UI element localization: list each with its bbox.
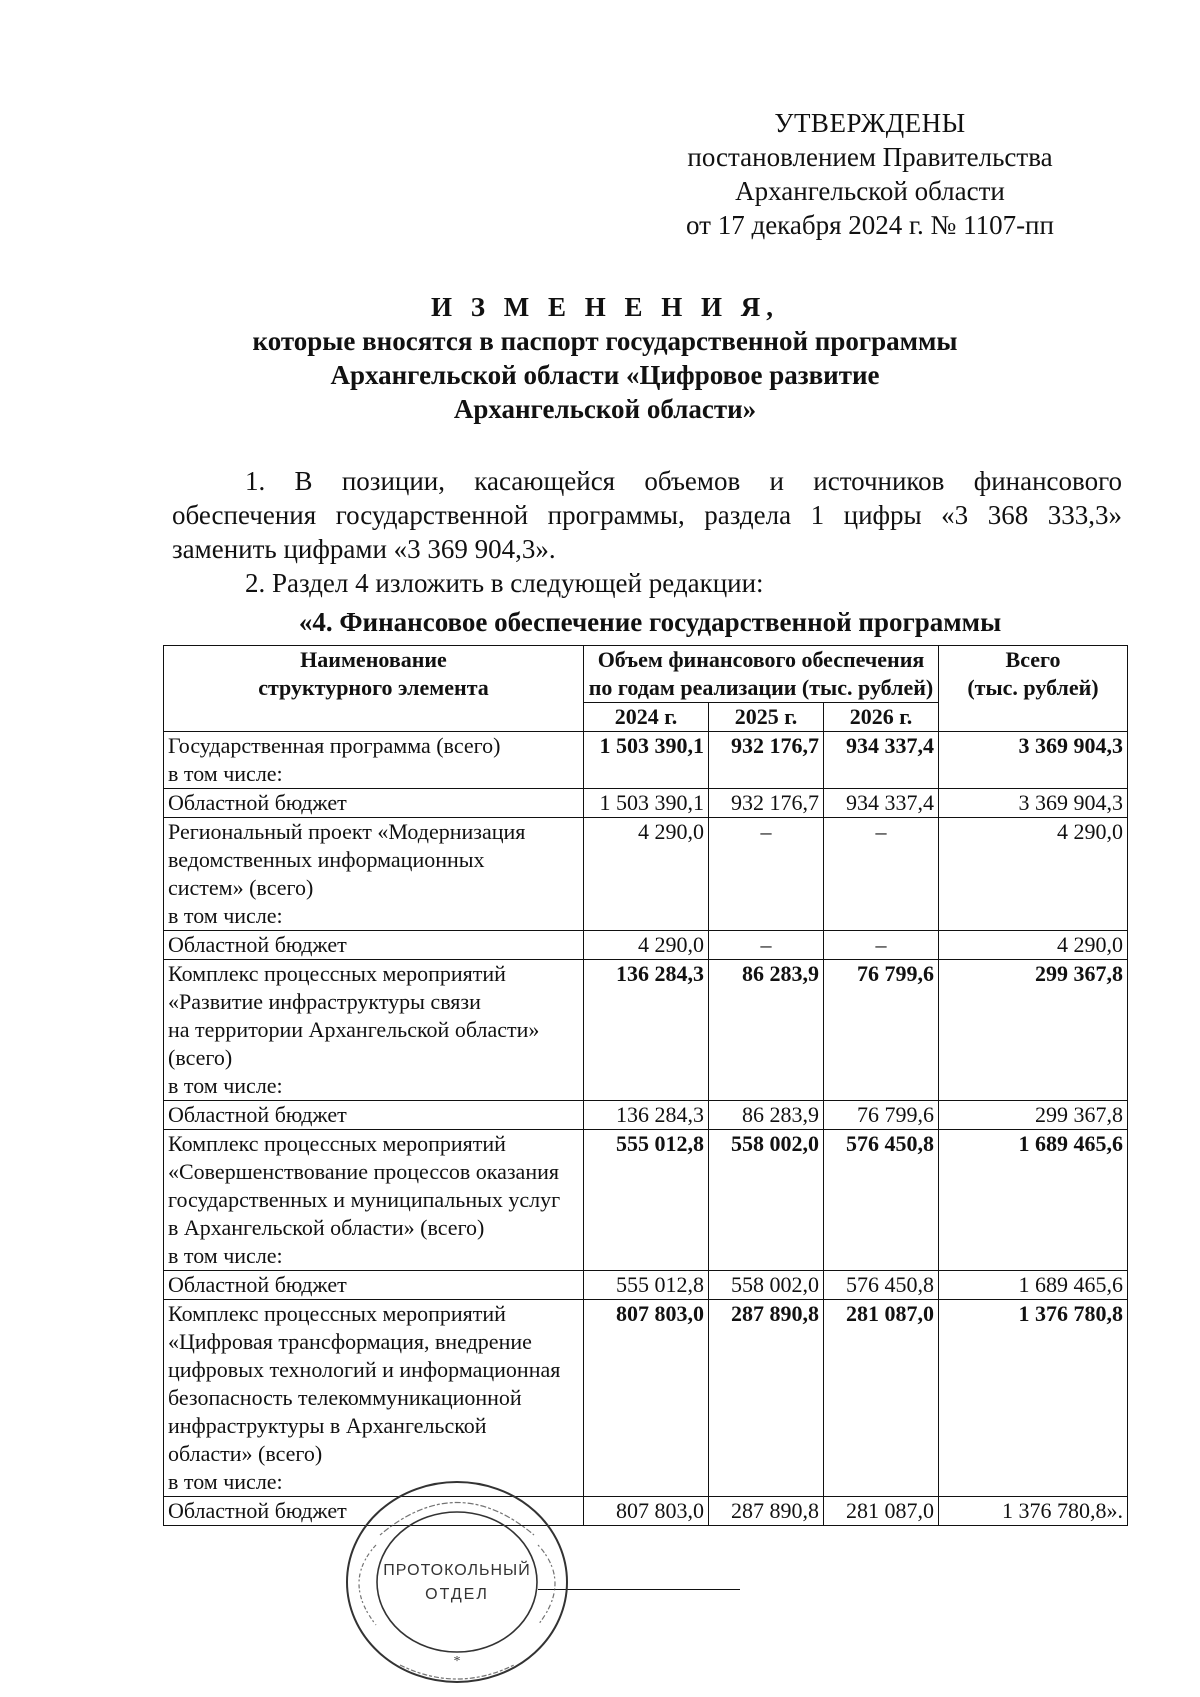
header-volume-line-1: Объем финансового обеспечения [597, 647, 925, 672]
approval-title: УТВЕРЖДЕНЫ [774, 108, 966, 138]
cell-total: 1 376 780,8». [939, 1497, 1128, 1526]
heading-line-3: Архангельской области» [453, 394, 757, 424]
cell-v2025: 86 283,9 [709, 960, 824, 1101]
row-name [164, 818, 584, 931]
cell-total: 3 369 904,3 [939, 732, 1128, 789]
cell-total: 4 290,0 [939, 931, 1128, 960]
cell-total: 3 369 904,3 [939, 789, 1128, 818]
approval-line-3: от 17 декабря 2024 г. № 1107-пп [686, 210, 1054, 240]
row-name-line: Комплекс процессных мероприятий [168, 1301, 506, 1326]
cell-v2024: 1 503 390,1 [584, 789, 709, 818]
row-name-line: Комплекс процессных мероприятий [168, 1131, 506, 1156]
cell-total: 299 367,8 [939, 1101, 1128, 1130]
cell-v2024: 136 284,3 [584, 960, 709, 1101]
cell-v2025: – [709, 931, 824, 960]
row-name-line: в том числе: [168, 1469, 283, 1494]
cell-v2026: 934 337,4 [824, 789, 939, 818]
cell-v2025: 932 176,7 [709, 789, 824, 818]
row-name [164, 732, 584, 789]
row-name-line: на территории Архангельской области» [168, 1017, 540, 1042]
row-name-line: цифровых технологий и информационная [168, 1357, 561, 1382]
paragraph-1-line-1: 1. В позиции, касающейся объемов и источников финансового [245, 466, 1122, 496]
row-name-line: инфраструктуры в Архангельской [168, 1413, 487, 1438]
header-year-2024: 2024 г. [584, 703, 709, 732]
row-name-line: в том числе: [168, 903, 283, 928]
table-row [164, 1130, 1128, 1271]
row-name [164, 789, 584, 818]
row-name [164, 931, 584, 960]
cell-total: 1 376 780,8 [939, 1300, 1128, 1497]
row-name [164, 1300, 584, 1497]
paragraph-1-line-2: обеспечения государственной программы, раздела 1 цифры «3 368 333,3» [172, 500, 1122, 530]
approval-block [660, 106, 1080, 242]
header-volume [584, 646, 939, 703]
cell-v2024: 4 290,0 [584, 931, 709, 960]
cell-v2026: 281 087,0 [824, 1300, 939, 1497]
cell-v2026: 576 450,8 [824, 1271, 939, 1300]
stamp-star-icon: * [453, 1654, 461, 1669]
row-name-line: Региональный проект «Модернизация [168, 819, 526, 844]
approval-line-2: Архангельской области [735, 176, 1005, 206]
row-name-line: Областной бюджет [168, 932, 347, 957]
header-name-line-1: Наименование [300, 647, 447, 672]
row-name [164, 960, 584, 1101]
row-name-line: Государственная программа (всего) [168, 733, 501, 758]
cell-v2025: 932 176,7 [709, 732, 824, 789]
row-name-line: «Развитие инфраструктуры связи [168, 989, 481, 1014]
cell-v2024: 807 803,0 [584, 1300, 709, 1497]
cell-v2024: 136 284,3 [584, 1101, 709, 1130]
cell-v2026: 76 799,6 [824, 960, 939, 1101]
heading-line-1: которые вносятся в паспорт государственной программы [252, 326, 958, 356]
row-name-line: в том числе: [168, 1243, 283, 1268]
cell-v2025: 287 890,8 [709, 1497, 824, 1526]
cell-v2024: 555 012,8 [584, 1130, 709, 1271]
heading-title: И З М Е Н Е Н И Я, [430, 292, 779, 322]
header-name [164, 646, 584, 732]
stamp-seal [340, 1475, 575, 1690]
table-row [164, 931, 1128, 960]
row-name [164, 1271, 584, 1300]
approval-line-1: постановлением Правительства [687, 142, 1053, 172]
row-name-line: (всего) [168, 1045, 233, 1070]
row-name-line: в том числе: [168, 761, 283, 786]
cell-total: 1 689 465,6 [939, 1271, 1128, 1300]
table-row [164, 1497, 1128, 1526]
table-row [164, 732, 1128, 789]
row-name-line: Областной бюджет [168, 790, 347, 815]
cell-v2026: – [824, 818, 939, 931]
cell-v2024: 555 012,8 [584, 1271, 709, 1300]
row-name-line: «Совершенствование процессов оказания [168, 1159, 559, 1184]
row-name-line: Областной бюджет [168, 1102, 347, 1127]
table-row [164, 1300, 1128, 1497]
table-row [164, 1271, 1128, 1300]
header-total [939, 646, 1128, 732]
cell-v2025: 558 002,0 [709, 1271, 824, 1300]
cell-v2024: 807 803,0 [584, 1497, 709, 1526]
header-year-2026: 2026 г. [824, 703, 939, 732]
cell-v2025: – [709, 818, 824, 931]
cell-v2025: 558 002,0 [709, 1130, 824, 1271]
stamp-center-line-1: ПРОТОКОЛЬНЫЙ [383, 1562, 531, 1579]
header-year-2025: 2025 г. [709, 703, 824, 732]
cell-total: 299 367,8 [939, 960, 1128, 1101]
table-row [164, 789, 1128, 818]
table-body [164, 732, 1128, 1526]
heading-line-2: Архангельской области «Цифровое развитие [330, 360, 880, 390]
cell-v2025: 287 890,8 [709, 1300, 824, 1497]
row-name-line: ведомственных информационных [168, 847, 485, 872]
row-name-line: области» (всего) [168, 1441, 323, 1466]
row-name-line: безопасность телекоммуникационной [168, 1385, 522, 1410]
header-name-line-2: структурного элемента [258, 675, 489, 700]
cell-total: 1 689 465,6 [939, 1130, 1128, 1271]
stamp-center-line-2: ОТДЕЛ [425, 1586, 489, 1603]
row-name-line: Областной бюджет [168, 1498, 347, 1523]
paragraph-1-line-3: заменить цифрами «3 369 904,3». [172, 534, 556, 564]
header-volume-line-2: по годам реализации (тыс. рублей) [588, 675, 934, 700]
header-total-line-1: Всего [1005, 647, 1061, 672]
cell-v2026: – [824, 931, 939, 960]
table-row [164, 818, 1128, 931]
row-name [164, 1101, 584, 1130]
table-row [164, 1101, 1128, 1130]
paragraph-2: 2. Раздел 4 изложить в следующей редакции: [245, 568, 764, 598]
stamp-seal-graphic [340, 1475, 575, 1690]
row-name-line: в Архангельской области» (всего) [168, 1215, 485, 1240]
table-row [164, 960, 1128, 1101]
row-name-line: Областной бюджет [168, 1272, 347, 1297]
cell-v2024: 4 290,0 [584, 818, 709, 931]
paragraph-1 [172, 464, 1122, 566]
row-name-line: в том числе: [168, 1073, 283, 1098]
row-name-line: государственных и муниципальных услуг [168, 1187, 561, 1212]
header-total-line-2: (тыс. рублей) [967, 675, 1099, 700]
financing-table [163, 645, 1128, 1526]
cell-v2026: 76 799,6 [824, 1101, 939, 1130]
cell-v2026: 934 337,4 [824, 732, 939, 789]
cell-total: 4 290,0 [939, 818, 1128, 931]
row-name-line: систем» (всего) [168, 875, 314, 900]
cell-v2024: 1 503 390,1 [584, 732, 709, 789]
document-heading [180, 290, 1030, 426]
cell-v2026: 576 450,8 [824, 1130, 939, 1271]
cell-v2025: 86 283,9 [709, 1101, 824, 1130]
row-name-line: Комплекс процессных мероприятий [168, 961, 506, 986]
cell-v2026: 281 087,0 [824, 1497, 939, 1526]
row-name-line: «Цифровая трансформация, внедрение [168, 1329, 532, 1354]
row-name [164, 1130, 584, 1271]
section-title: «4. Финансовое обеспечение государственной программы [298, 607, 1002, 637]
